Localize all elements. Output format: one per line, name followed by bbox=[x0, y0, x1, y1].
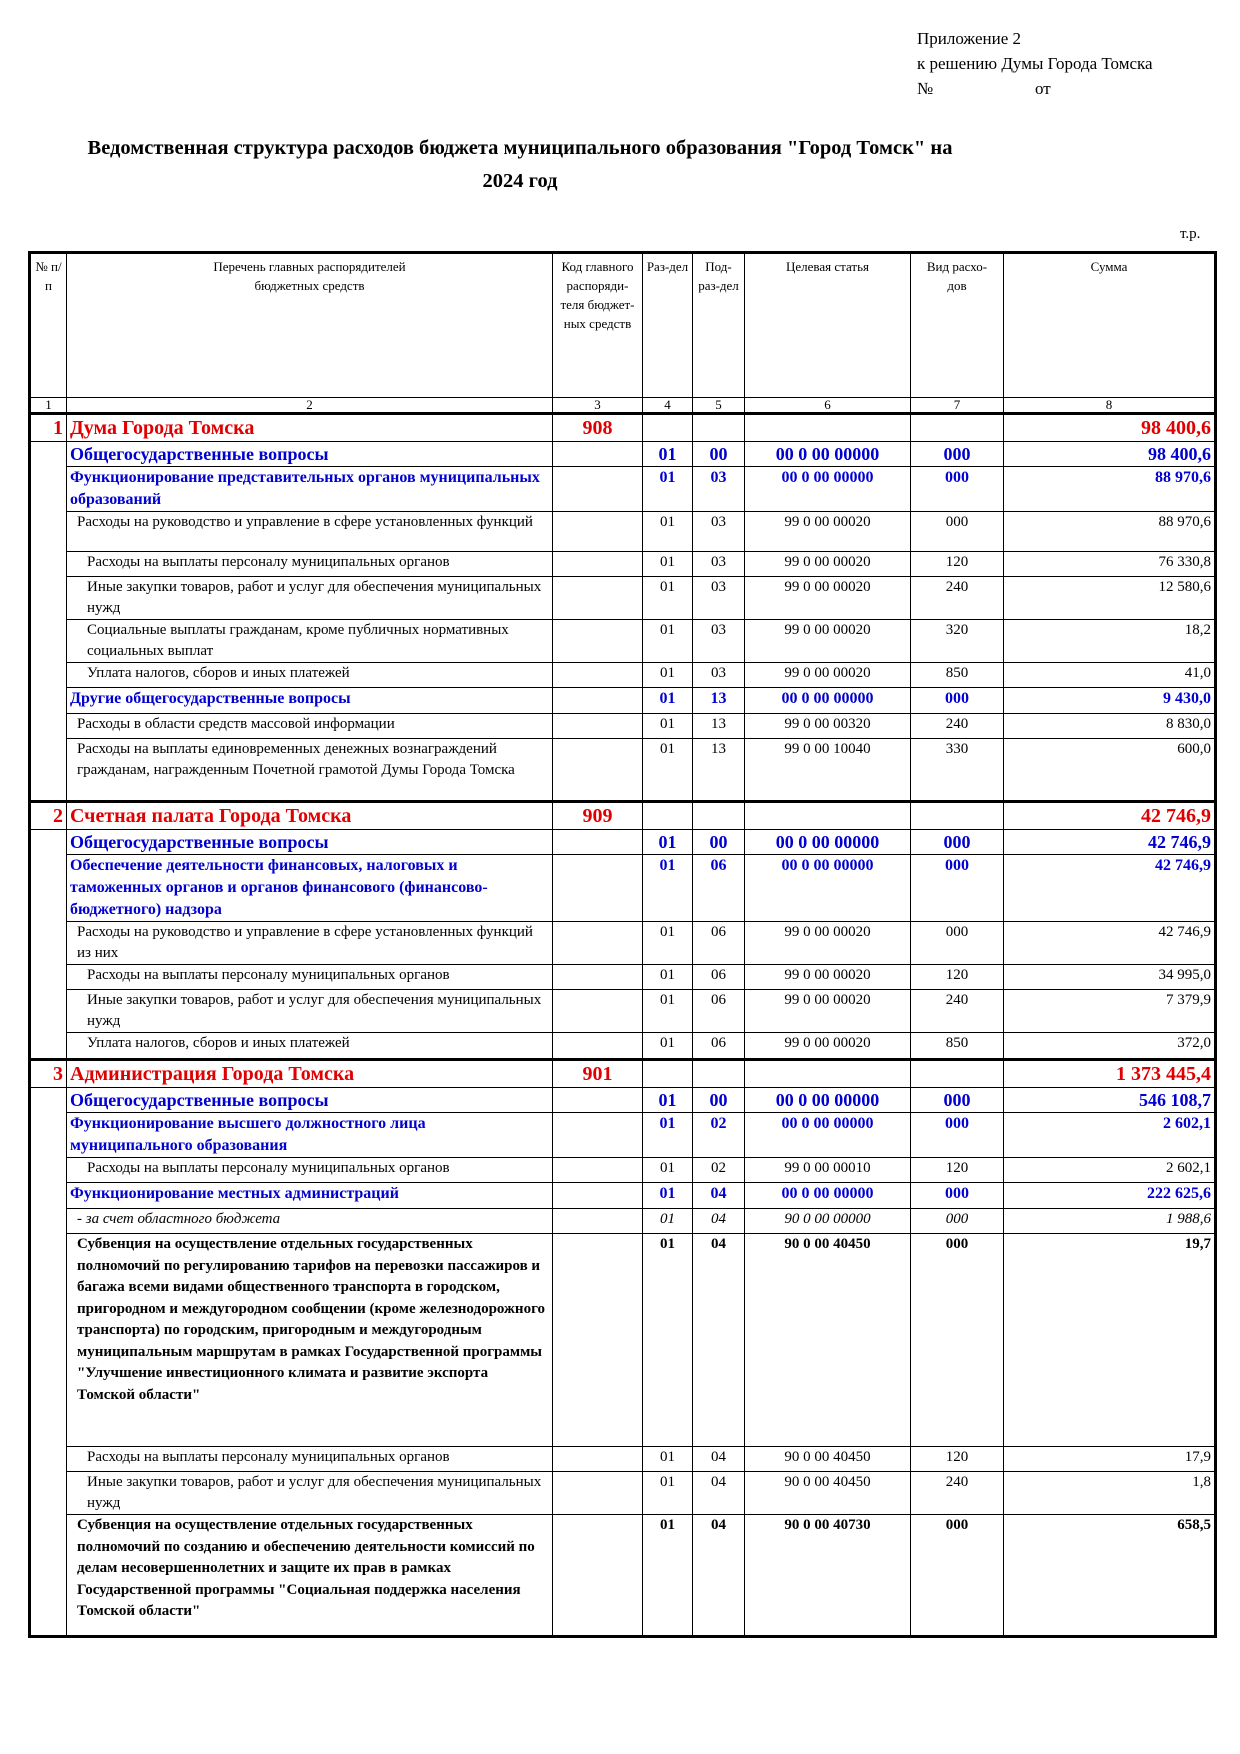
row-kind bbox=[911, 1060, 1004, 1088]
row-name: Субвенция на осуществление отдельных государственных полномочий по созданию и обеспечению деятельности комиссий по делам несовершеннолетних и защите их прав в рамках Государственной программы "Социальная поддержка населения Томской области" bbox=[67, 1515, 553, 1637]
row-target: 00 0 00 00000 bbox=[745, 688, 911, 714]
row-code bbox=[553, 442, 643, 467]
table-row bbox=[30, 855, 1216, 922]
row-target: 99 0 00 00020 bbox=[745, 1033, 911, 1060]
row-sum: 600,0 bbox=[1004, 739, 1216, 802]
row-number bbox=[30, 442, 67, 467]
row-code: 901 bbox=[553, 1060, 643, 1088]
units-label: т.р. bbox=[1180, 226, 1201, 242]
table-row bbox=[30, 1447, 1216, 1472]
row-sum: 372,0 bbox=[1004, 1033, 1216, 1060]
row-subsection: 00 bbox=[693, 830, 745, 855]
row-number bbox=[30, 965, 67, 990]
row-number bbox=[30, 1234, 67, 1447]
col-number: 5 bbox=[693, 398, 745, 414]
row-code bbox=[553, 512, 643, 552]
row-code bbox=[553, 1234, 643, 1447]
row-code bbox=[553, 1472, 643, 1515]
row-subsection: 00 bbox=[693, 1088, 745, 1113]
row-target: 99 0 00 00320 bbox=[745, 714, 911, 739]
row-subsection: 03 bbox=[693, 552, 745, 577]
col-number: 4 bbox=[643, 398, 693, 414]
row-target: 90 0 00 40450 bbox=[745, 1447, 911, 1472]
row-kind: 000 bbox=[911, 1515, 1004, 1637]
document-title bbox=[0, 132, 1040, 198]
row-kind: 000 bbox=[911, 442, 1004, 467]
row-target: 00 0 00 00000 bbox=[745, 855, 911, 922]
table-row bbox=[30, 620, 1216, 663]
row-subsection: 02 bbox=[693, 1158, 745, 1183]
row-name: Общегосударственные вопросы bbox=[67, 1088, 553, 1113]
row-section bbox=[643, 1060, 693, 1088]
row-name: - за счет областного бюджета bbox=[67, 1209, 553, 1234]
row-sum: 88 970,6 bbox=[1004, 512, 1216, 552]
row-kind bbox=[911, 802, 1004, 830]
row-sum: 1 373 445,4 bbox=[1004, 1060, 1216, 1088]
row-kind: 000 bbox=[911, 1113, 1004, 1158]
table-row bbox=[30, 1158, 1216, 1183]
table-row bbox=[30, 714, 1216, 739]
row-subsection: 03 bbox=[693, 467, 745, 512]
row-subsection: 06 bbox=[693, 922, 745, 965]
row-sum: 2 602,1 bbox=[1004, 1158, 1216, 1183]
row-target bbox=[745, 1060, 911, 1088]
row-section: 01 bbox=[643, 1033, 693, 1060]
row-kind: 850 bbox=[911, 663, 1004, 688]
row-sum: 7 379,9 bbox=[1004, 990, 1216, 1033]
col-number: 7 bbox=[911, 398, 1004, 414]
row-section: 01 bbox=[643, 830, 693, 855]
row-section: 01 bbox=[643, 1447, 693, 1472]
row-sum: 41,0 bbox=[1004, 663, 1216, 688]
row-target: 99 0 00 00020 bbox=[745, 577, 911, 620]
row-target: 00 0 00 00000 bbox=[745, 442, 911, 467]
row-subsection: 04 bbox=[693, 1472, 745, 1515]
row-sum: 42 746,9 bbox=[1004, 922, 1216, 965]
row-sum: 42 746,9 bbox=[1004, 830, 1216, 855]
row-sum: 8 830,0 bbox=[1004, 714, 1216, 739]
row-subsection: 04 bbox=[693, 1234, 745, 1447]
table-row bbox=[30, 965, 1216, 990]
row-target: 00 0 00 00000 bbox=[745, 467, 911, 512]
row-target: 00 0 00 00000 bbox=[745, 1113, 911, 1158]
col-number: 8 bbox=[1004, 398, 1216, 414]
row-kind: 240 bbox=[911, 577, 1004, 620]
row-target: 99 0 00 00020 bbox=[745, 552, 911, 577]
row-number bbox=[30, 1447, 67, 1472]
row-kind: 850 bbox=[911, 1033, 1004, 1060]
row-sum: 88 970,6 bbox=[1004, 467, 1216, 512]
header-row bbox=[30, 253, 1216, 398]
row-kind: 120 bbox=[911, 965, 1004, 990]
row-sum: 9 430,0 bbox=[1004, 688, 1216, 714]
row-name: Другие общегосударственные вопросы bbox=[67, 688, 553, 714]
row-section: 01 bbox=[643, 965, 693, 990]
row-section: 01 bbox=[643, 688, 693, 714]
table-row bbox=[30, 922, 1216, 965]
row-name: Расходы на руководство и управление в сфере установленных функций bbox=[67, 512, 553, 552]
row-number bbox=[30, 620, 67, 663]
row-number bbox=[30, 1158, 67, 1183]
row-name: Уплата налогов, сборов и иных платежей bbox=[67, 1033, 553, 1060]
row-sum: 76 330,8 bbox=[1004, 552, 1216, 577]
table-row bbox=[30, 739, 1216, 802]
header-sum: Сумма bbox=[1004, 253, 1216, 398]
row-name: Функционирование представительных органов муниципальных образований bbox=[67, 467, 553, 512]
row-section: 01 bbox=[643, 922, 693, 965]
row-kind: 000 bbox=[911, 855, 1004, 922]
row-number: 2 bbox=[30, 802, 67, 830]
header-name: Перечень главных распорядителей бюджетных средств bbox=[67, 253, 553, 398]
row-target: 99 0 00 00020 bbox=[745, 663, 911, 688]
row-target bbox=[745, 802, 911, 830]
row-name: Обеспечение деятельности финансовых, налоговых и таможенных органов и органов финансового (финансово-бюджетного) надзора bbox=[67, 855, 553, 922]
table-row bbox=[30, 552, 1216, 577]
row-name: Расходы на выплаты персоналу муниципальных органов bbox=[67, 552, 553, 577]
header-target: Целевая статья bbox=[745, 253, 911, 398]
row-subsection: 06 bbox=[693, 965, 745, 990]
col-number: 3 bbox=[553, 398, 643, 414]
row-sum: 42 746,9 bbox=[1004, 855, 1216, 922]
row-number bbox=[30, 855, 67, 922]
row-sum: 1,8 bbox=[1004, 1472, 1216, 1515]
row-section: 01 bbox=[643, 620, 693, 663]
row-target: 00 0 00 00000 bbox=[745, 830, 911, 855]
row-section: 01 bbox=[643, 739, 693, 802]
row-code bbox=[553, 1515, 643, 1637]
row-subsection: 04 bbox=[693, 1183, 745, 1209]
row-number bbox=[30, 552, 67, 577]
row-number bbox=[30, 1088, 67, 1113]
row-target: 00 0 00 00000 bbox=[745, 1183, 911, 1209]
row-code: 908 bbox=[553, 414, 643, 442]
row-number bbox=[30, 714, 67, 739]
table-row bbox=[30, 990, 1216, 1033]
table-row bbox=[30, 467, 1216, 512]
row-code bbox=[553, 1447, 643, 1472]
row-target: 00 0 00 00000 bbox=[745, 1088, 911, 1113]
row-code bbox=[553, 1209, 643, 1234]
row-subsection: 02 bbox=[693, 1113, 745, 1158]
row-code bbox=[553, 620, 643, 663]
row-code bbox=[553, 552, 643, 577]
row-code bbox=[553, 990, 643, 1033]
row-number bbox=[30, 688, 67, 714]
table-row bbox=[30, 802, 1216, 830]
row-subsection: 03 bbox=[693, 577, 745, 620]
row-section: 01 bbox=[643, 467, 693, 512]
row-subsection: 13 bbox=[693, 714, 745, 739]
row-kind: 120 bbox=[911, 1158, 1004, 1183]
row-sum: 658,5 bbox=[1004, 1515, 1216, 1637]
row-section bbox=[643, 414, 693, 442]
row-code bbox=[553, 855, 643, 922]
row-sum: 17,9 bbox=[1004, 1447, 1216, 1472]
table-row bbox=[30, 414, 1216, 442]
row-number bbox=[30, 1183, 67, 1209]
row-section: 01 bbox=[643, 1209, 693, 1234]
row-target: 99 0 00 00020 bbox=[745, 620, 911, 663]
row-name: Общегосударственные вопросы bbox=[67, 442, 553, 467]
row-sum: 98 400,6 bbox=[1004, 442, 1216, 467]
table-row bbox=[30, 1183, 1216, 1209]
row-subsection: 06 bbox=[693, 1033, 745, 1060]
row-target: 99 0 00 10040 bbox=[745, 739, 911, 802]
row-section: 01 bbox=[643, 442, 693, 467]
row-code bbox=[553, 663, 643, 688]
row-sum: 2 602,1 bbox=[1004, 1113, 1216, 1158]
row-subsection: 04 bbox=[693, 1447, 745, 1472]
row-section: 01 bbox=[643, 714, 693, 739]
row-target: 90 0 00 40730 bbox=[745, 1515, 911, 1637]
row-number bbox=[30, 467, 67, 512]
row-target: 99 0 00 00020 bbox=[745, 965, 911, 990]
row-section: 01 bbox=[643, 663, 693, 688]
header-code: Код главного распоряди-теля бюджет-ных средств bbox=[553, 253, 643, 398]
row-name: Расходы на руководство и управление в сфере установленных функций из них bbox=[67, 922, 553, 965]
row-number bbox=[30, 922, 67, 965]
row-target: 90 0 00 40450 bbox=[745, 1234, 911, 1447]
row-subsection bbox=[693, 1060, 745, 1088]
column-numbers-row bbox=[30, 398, 1216, 414]
row-section: 01 bbox=[643, 1183, 693, 1209]
row-code bbox=[553, 467, 643, 512]
row-subsection: 04 bbox=[693, 1515, 745, 1637]
row-number bbox=[30, 512, 67, 552]
row-name: Общегосударственные вопросы bbox=[67, 830, 553, 855]
row-target: 99 0 00 00020 bbox=[745, 512, 911, 552]
header-subsection: Под-раз-дел bbox=[693, 253, 745, 398]
row-kind: 120 bbox=[911, 1447, 1004, 1472]
row-kind: 000 bbox=[911, 1183, 1004, 1209]
table-row bbox=[30, 830, 1216, 855]
row-kind: 000 bbox=[911, 1234, 1004, 1447]
table-row bbox=[30, 577, 1216, 620]
row-subsection bbox=[693, 802, 745, 830]
row-target: 99 0 00 00020 bbox=[745, 922, 911, 965]
row-number bbox=[30, 990, 67, 1033]
row-kind: 330 bbox=[911, 739, 1004, 802]
header-no: № п/п bbox=[30, 253, 67, 398]
row-target: 90 0 00 40450 bbox=[745, 1472, 911, 1515]
row-kind: 120 bbox=[911, 552, 1004, 577]
appendix-note bbox=[917, 26, 1153, 101]
budget-table bbox=[28, 251, 1217, 1638]
row-name: Расходы в области средств массовой информации bbox=[67, 714, 553, 739]
table-row bbox=[30, 688, 1216, 714]
table-row bbox=[30, 442, 1216, 467]
row-code bbox=[553, 830, 643, 855]
row-subsection: 13 bbox=[693, 688, 745, 714]
row-target: 90 0 00 00000 bbox=[745, 1209, 911, 1234]
row-section: 01 bbox=[643, 1515, 693, 1637]
row-target bbox=[745, 414, 911, 442]
row-section: 01 bbox=[643, 855, 693, 922]
col-number: 1 bbox=[30, 398, 67, 414]
row-number bbox=[30, 663, 67, 688]
row-sum: 19,7 bbox=[1004, 1234, 1216, 1447]
row-subsection: 03 bbox=[693, 663, 745, 688]
row-kind: 000 bbox=[911, 922, 1004, 965]
row-section: 01 bbox=[643, 512, 693, 552]
row-code bbox=[553, 1033, 643, 1060]
row-kind: 000 bbox=[911, 1209, 1004, 1234]
header-section: Раз-дел bbox=[643, 253, 693, 398]
row-name: Дума Города Томска bbox=[67, 414, 553, 442]
row-number bbox=[30, 1515, 67, 1637]
row-section: 01 bbox=[643, 1113, 693, 1158]
row-kind: 000 bbox=[911, 1088, 1004, 1113]
row-name: Расходы на выплаты персоналу муниципальных органов bbox=[67, 1158, 553, 1183]
row-code: 909 bbox=[553, 802, 643, 830]
row-name: Функционирование высшего должностного лица муниципального образования bbox=[67, 1113, 553, 1158]
col-number: 6 bbox=[745, 398, 911, 414]
title-line-1: Ведомственная структура расходов бюджета муниципального образования "Город Томск" на bbox=[87, 137, 953, 159]
row-number bbox=[30, 1113, 67, 1158]
row-name: Расходы на выплаты персоналу муниципальных органов bbox=[67, 965, 553, 990]
row-target: 99 0 00 00010 bbox=[745, 1158, 911, 1183]
appendix-date-label: от bbox=[1035, 79, 1051, 98]
row-sum: 12 580,6 bbox=[1004, 577, 1216, 620]
row-kind: 000 bbox=[911, 688, 1004, 714]
row-name: Субвенция на осуществление отдельных государственных полномочий по регулированию тарифов на перевозки пассажиров и багажа всеми видами общественного транспорта в городском, пригородном и междугородном сообщении (кроме железнодорожного транспорта) по городским, пригородным и междугородным муниципальным маршрутам в рамках Государственной программы "Улучшение инвестиционного климата и развитие экспорта Томской области" bbox=[67, 1234, 553, 1447]
table-row bbox=[30, 1113, 1216, 1158]
row-code bbox=[553, 688, 643, 714]
row-target: 99 0 00 00020 bbox=[745, 990, 911, 1033]
appendix-number-line bbox=[917, 76, 1153, 101]
row-code bbox=[553, 965, 643, 990]
row-code bbox=[553, 714, 643, 739]
row-number bbox=[30, 1033, 67, 1060]
table-row bbox=[30, 1033, 1216, 1060]
row-number: 3 bbox=[30, 1060, 67, 1088]
row-name: Счетная палата Города Томска bbox=[67, 802, 553, 830]
table-row bbox=[30, 1472, 1216, 1515]
row-section bbox=[643, 802, 693, 830]
row-section: 01 bbox=[643, 552, 693, 577]
table-row bbox=[30, 1088, 1216, 1113]
row-code bbox=[553, 577, 643, 620]
row-subsection: 03 bbox=[693, 512, 745, 552]
col-number: 2 bbox=[67, 398, 553, 414]
row-name: Расходы на выплаты единовременных денежных вознаграждений гражданам, награжденным Почетной грамотой Думы Города Томска bbox=[67, 739, 553, 802]
row-subsection: 13 bbox=[693, 739, 745, 802]
row-code bbox=[553, 1113, 643, 1158]
row-subsection: 03 bbox=[693, 620, 745, 663]
table-row bbox=[30, 663, 1216, 688]
row-name: Уплата налогов, сборов и иных платежей bbox=[67, 663, 553, 688]
row-sum: 34 995,0 bbox=[1004, 965, 1216, 990]
appendix-number-label: № bbox=[917, 79, 934, 98]
row-code bbox=[553, 739, 643, 802]
row-name: Иные закупки товаров, работ и услуг для обеспечения муниципальных нужд bbox=[67, 577, 553, 620]
row-section: 01 bbox=[643, 990, 693, 1033]
row-code bbox=[553, 922, 643, 965]
row-kind: 000 bbox=[911, 467, 1004, 512]
row-name: Иные закупки товаров, работ и услуг для обеспечения муниципальных нужд bbox=[67, 1472, 553, 1515]
title-line-2: 2024 год bbox=[482, 170, 558, 192]
table-row bbox=[30, 1234, 1216, 1447]
row-sum: 546 108,7 bbox=[1004, 1088, 1216, 1113]
row-name: Функционирование местных администраций bbox=[67, 1183, 553, 1209]
row-number bbox=[30, 577, 67, 620]
row-name: Администрация Города Томска bbox=[67, 1060, 553, 1088]
row-section: 01 bbox=[643, 1088, 693, 1113]
row-name: Расходы на выплаты персоналу муниципальных органов bbox=[67, 1447, 553, 1472]
row-subsection: 06 bbox=[693, 855, 745, 922]
row-name: Социальные выплаты гражданам, кроме публичных нормативных социальных выплат bbox=[67, 620, 553, 663]
row-kind: 320 bbox=[911, 620, 1004, 663]
row-sum: 42 746,9 bbox=[1004, 802, 1216, 830]
row-code bbox=[553, 1183, 643, 1209]
row-number bbox=[30, 739, 67, 802]
row-sum: 98 400,6 bbox=[1004, 414, 1216, 442]
table-row bbox=[30, 1060, 1216, 1088]
row-kind bbox=[911, 414, 1004, 442]
row-kind: 240 bbox=[911, 1472, 1004, 1515]
row-section: 01 bbox=[643, 1158, 693, 1183]
row-code bbox=[553, 1158, 643, 1183]
row-section: 01 bbox=[643, 1234, 693, 1447]
row-kind: 000 bbox=[911, 512, 1004, 552]
table-row bbox=[30, 1209, 1216, 1234]
row-code bbox=[553, 1088, 643, 1113]
table-row bbox=[30, 512, 1216, 552]
row-sum: 222 625,6 bbox=[1004, 1183, 1216, 1209]
row-sum: 18,2 bbox=[1004, 620, 1216, 663]
appendix-line-2: к решению Думы Города Томска bbox=[917, 54, 1153, 73]
header-kind: Вид расхо-дов bbox=[911, 253, 1004, 398]
row-kind: 000 bbox=[911, 830, 1004, 855]
row-kind: 240 bbox=[911, 990, 1004, 1033]
row-section: 01 bbox=[643, 1472, 693, 1515]
row-kind: 240 bbox=[911, 714, 1004, 739]
row-section: 01 bbox=[643, 577, 693, 620]
row-subsection: 04 bbox=[693, 1209, 745, 1234]
row-subsection: 06 bbox=[693, 990, 745, 1033]
row-number bbox=[30, 830, 67, 855]
row-number: 1 bbox=[30, 414, 67, 442]
row-subsection: 00 bbox=[693, 442, 745, 467]
row-number bbox=[30, 1209, 67, 1234]
table-body bbox=[30, 414, 1216, 1637]
row-subsection bbox=[693, 414, 745, 442]
table-row bbox=[30, 1515, 1216, 1637]
row-number bbox=[30, 1472, 67, 1515]
appendix-line-1: Приложение 2 bbox=[917, 29, 1021, 48]
row-name: Иные закупки товаров, работ и услуг для обеспечения муниципальных нужд bbox=[67, 990, 553, 1033]
row-sum: 1 988,6 bbox=[1004, 1209, 1216, 1234]
